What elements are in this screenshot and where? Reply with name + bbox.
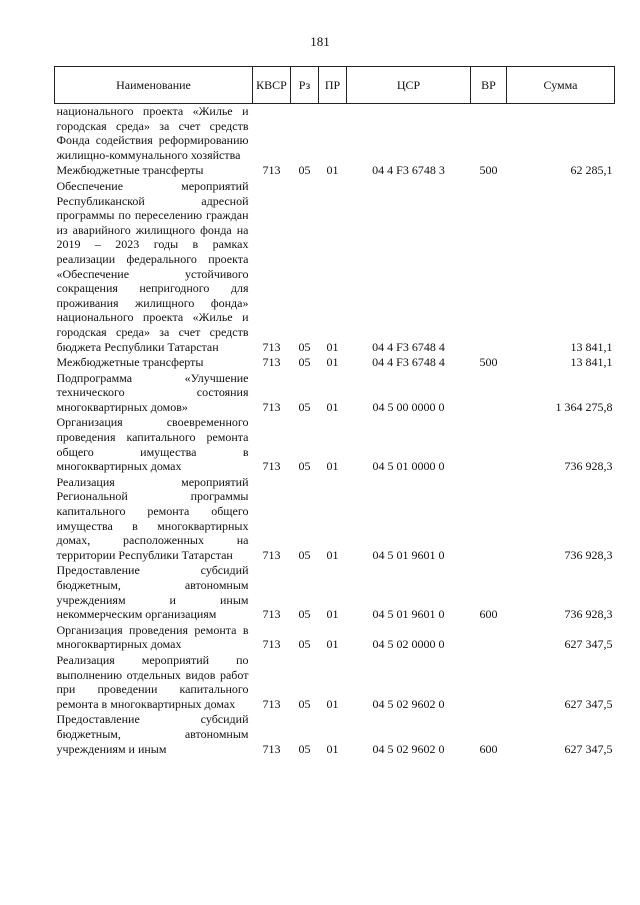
cell-pr: 01 [326,741,339,756]
header-name: Наименование [55,67,253,104]
header-vr: ВР [471,67,507,104]
cell-kvsr [253,104,291,164]
cell-name: Межбюджетные трансферты [56,355,204,370]
cell-csr: 04 5 02 9602 0 [372,741,445,756]
header-sum: Сумма [507,67,615,104]
header-csr: ЦСР [347,67,471,104]
table-row [55,623,615,653]
cell-sum: 736 928,3 [564,459,613,474]
cell-rz: 05 [298,399,311,414]
cell-name: национального проекта «Жилье и городская среда» за счет средств Фонда содействия реформированию жилищно-коммунального хозяйства [56,104,249,162]
cell-csr: 04 5 01 9601 0 [372,547,445,562]
table-row [55,371,615,416]
cell-csr [347,104,471,164]
cell-kvsr: 713 [262,607,281,622]
cell-pr: 01 [326,607,339,622]
cell-sum: 736 928,3 [564,607,613,622]
cell-kvsr: 713 [262,741,281,756]
cell-kvsr: 713 [262,399,281,414]
cell-pr: 01 [326,459,339,474]
cell-pr: 01 [326,163,339,178]
cell-vr [471,104,507,164]
cell-sum: 13 841,1 [570,339,613,354]
cell-vr [471,653,507,712]
table-row [55,355,615,371]
cell-csr: 04 5 01 0000 0 [372,459,445,474]
cell-rz: 05 [298,459,311,474]
table-row [55,475,615,564]
header-rz: Рз [291,67,319,104]
cell-pr: 01 [326,547,339,562]
cell-csr: 04 5 02 9602 0 [372,696,445,711]
cell-kvsr: 713 [262,163,281,178]
cell-kvsr: 713 [262,637,281,652]
cell-kvsr: 713 [262,459,281,474]
cell-rz: 05 [298,696,311,711]
cell-sum: 736 928,3 [564,547,613,562]
table-row [55,653,615,712]
header-pr: ПР [319,67,347,104]
cell-csr: 04 5 01 9601 0 [372,607,445,622]
cell-pr: 01 [326,355,339,370]
page-number: 181 [310,34,330,49]
table-row [55,712,615,757]
cell-vr: 500 [479,163,498,178]
cell-csr: 04 4 F3 6748 4 [372,355,445,370]
cell-name: Реализация мероприятий по выполнению отдельных видов работ при проведении капитального ремонта в многоквартирных домах [56,652,249,711]
cell-name: Организация проведения ремонта в многоквартирных домах [56,622,249,652]
cell-pr [319,104,347,164]
cell-sum: 62 285,1 [570,163,613,178]
table-row [55,415,615,474]
cell-vr [471,623,507,653]
cell-vr [471,475,507,564]
cell-csr: 04 5 02 0000 0 [372,637,445,652]
cell-rz: 05 [298,547,311,562]
cell-vr: 600 [479,607,498,622]
cell-name: Межбюджетные трансферты [56,163,204,178]
cell-vr: 600 [479,741,498,756]
cell-sum: 627 347,5 [564,637,613,652]
cell-rz [291,104,319,164]
table-row [55,163,615,179]
cell-name: Организация своевременного проведения капитального ремонта общего имущества в многоквартирных домах [56,415,249,474]
cell-rz: 05 [298,741,311,756]
cell-csr: 04 4 F3 6748 3 [372,163,445,178]
cell-pr: 01 [326,399,339,414]
table-header-row [55,67,615,104]
cell-name: Предоставление субсидий бюджетным, автономным учреждениям и иным некоммерческим организациям [56,563,249,622]
budget-table [54,66,615,757]
cell-kvsr: 713 [262,339,281,354]
cell-csr: 04 4 F3 6748 4 [372,339,445,354]
table-row [55,104,615,164]
cell-kvsr: 713 [262,547,281,562]
cell-rz: 05 [298,355,311,370]
cell-vr [471,371,507,416]
cell-sum: 13 841,1 [570,355,613,370]
cell-vr: 500 [479,355,498,370]
cell-name: Обеспечение мероприятий Республиканской адресной программы по переселению граждан из аварийного жилищного фонда на 2019 – 2023 годы в рамках реализации федерального проекта «Обеспечение устойчивого сокращения непригодного для проживания жилищного фонда» национального проекта «Жилье и городская среда» за счет средств бюджета Республики Татарстан [56,178,249,354]
cell-sum: 627 347,5 [564,741,613,756]
table-row [55,563,615,622]
cell-name: Предоставление субсидий бюджетным, автономным учреждениям и иным [56,712,249,756]
cell-rz: 05 [298,637,311,652]
cell-sum: 627 347,5 [564,696,613,711]
cell-rz: 05 [298,607,311,622]
cell-pr: 01 [326,637,339,652]
cell-name: Подпрограмма «Улучшение технического состояния многоквартирных домов» [56,370,249,414]
cell-pr: 01 [326,339,339,354]
cell-rz: 05 [298,339,311,354]
cell-name: Реализация мероприятий Региональной программы капитального ремонта общего имущества в многоквартирных домах, расположенных на территории Республики Татарстан [56,474,249,562]
cell-rz: 05 [298,163,311,178]
cell-sum: 1 364 275,8 [555,399,613,414]
cell-vr [471,415,507,474]
cell-sum [507,104,615,164]
cell-csr: 04 5 00 0000 0 [372,399,445,414]
cell-pr: 01 [326,696,339,711]
cell-kvsr: 713 [262,696,281,711]
table-row [55,179,615,355]
cell-kvsr: 713 [262,355,281,370]
header-kvsr: КВСР [253,67,291,104]
cell-vr [471,179,507,355]
